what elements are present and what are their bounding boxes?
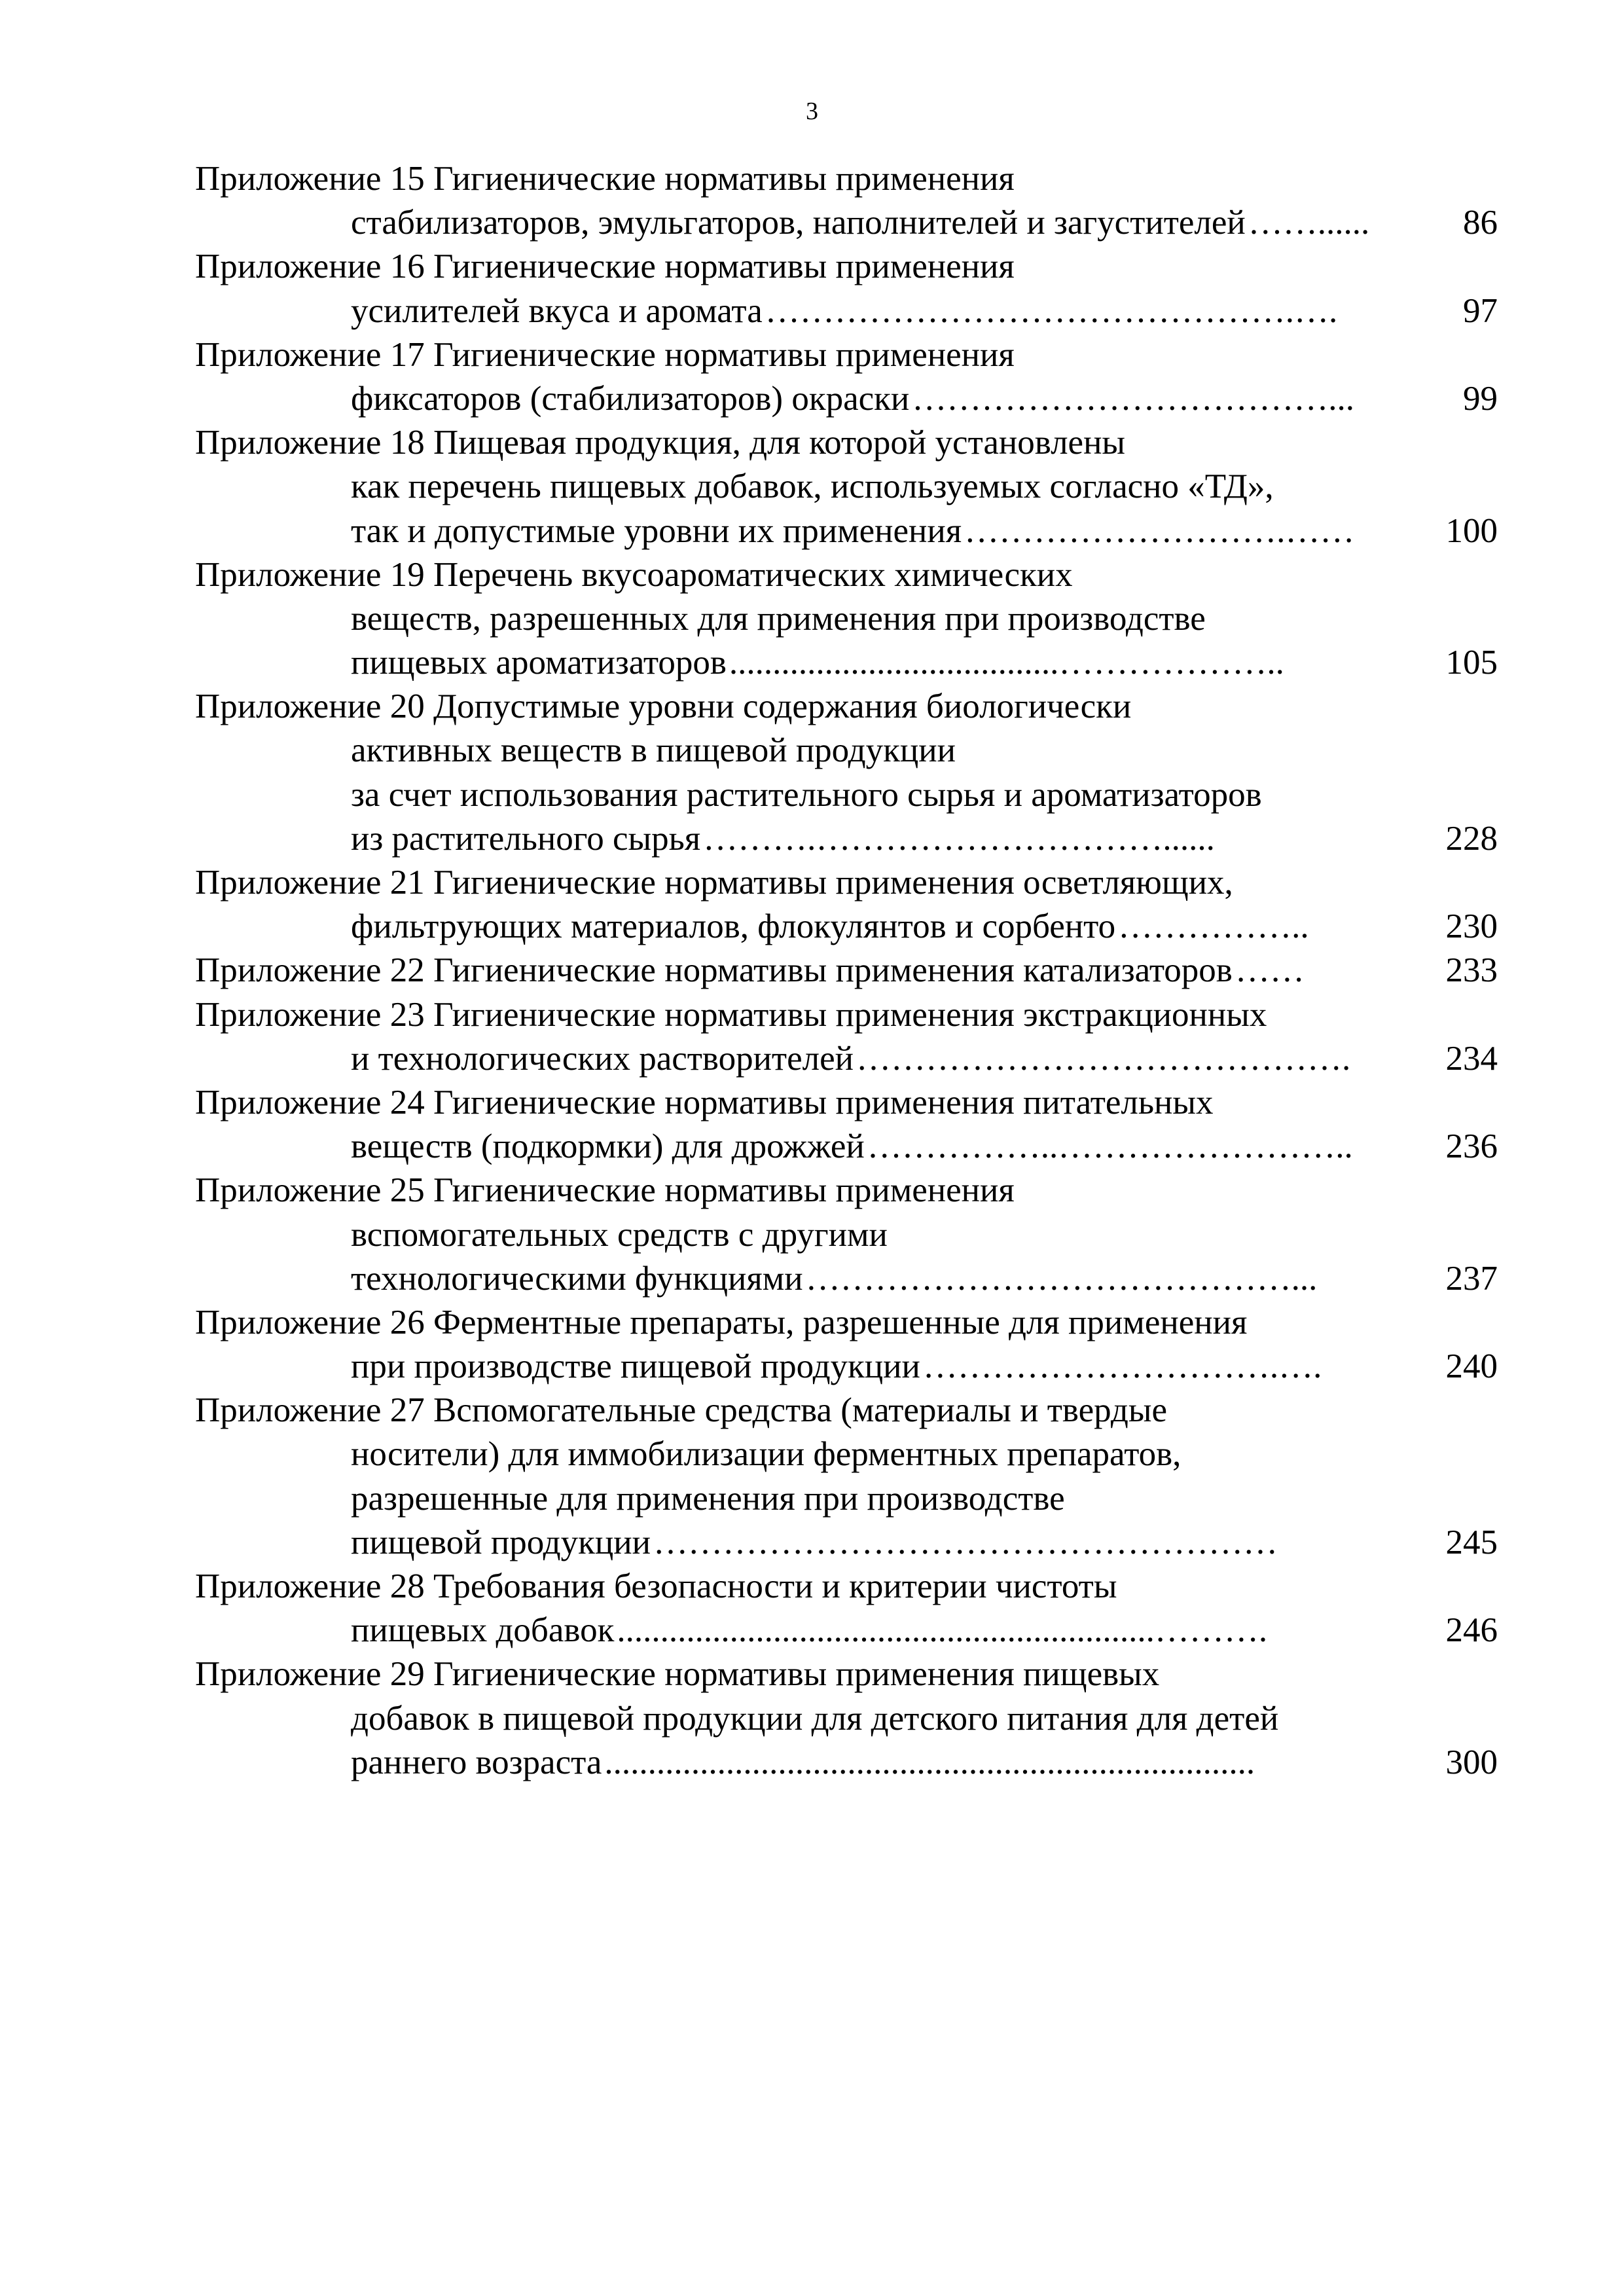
toc-entry-continuation-line <box>195 377 1498 421</box>
toc-entry-continuation-line <box>195 1609 1498 1652</box>
toc-entry-continuation-line <box>195 1521 1498 1565</box>
toc-page-number: 246 <box>1445 1611 1498 1650</box>
toc-entry-title-line <box>195 1652 1498 1696</box>
toc-page-number: 230 <box>1445 907 1498 946</box>
toc-entry-continuation-line <box>195 817 1498 861</box>
toc-entry-continuation-line <box>195 1257 1498 1301</box>
toc-entry-text: Приложение 21 Гигиенические нормативы применения осветляющих, <box>195 864 1233 902</box>
toc-entry-text: при производстве пищевой продукции <box>351 1347 920 1386</box>
toc-entry-title-line <box>195 685 1498 729</box>
toc-entry-title-line <box>195 1565 1498 1609</box>
toc-entry-continuation-line <box>195 1432 1498 1476</box>
toc-entry-text: Приложение 28 Требования безопасности и критерии чистоты <box>195 1567 1117 1605</box>
toc-entry-continuation-line <box>195 201 1498 245</box>
toc-entry-text: Приложение 19 Перечень вкусоароматических химических <box>195 555 1073 594</box>
toc-page-number: 233 <box>1445 951 1498 990</box>
toc-entry-title-line <box>195 245 1498 289</box>
toc-entry-text: вспомогательных средств с другими <box>351 1215 888 1254</box>
toc-page-number: 228 <box>1445 819 1498 858</box>
toc-entry-text: фиксаторов (стабилизаторов) окраски <box>351 379 910 418</box>
toc-dot-leader: ......................................……………….. <box>729 644 1284 682</box>
toc-entry-title-line <box>195 157 1498 201</box>
toc-entry-text: Приложение 15 Гигиенические нормативы применения <box>195 160 1015 198</box>
toc-entry-title-line <box>195 1169 1498 1212</box>
toc-entry-text: как перечень пищевых добавок, используемых согласно «ТД», <box>351 467 1274 506</box>
toc-entry-text: добавок в пищевой продукции для детского питания для детей <box>351 1699 1279 1738</box>
toc-entry-text: Приложение 27 Вспомогательные средства (материалы и твердые <box>195 1391 1168 1430</box>
toc-entry-title-line <box>195 861 1498 905</box>
toc-entry-text: раннего возраста <box>351 1743 602 1781</box>
toc-entry-continuation-line <box>195 1213 1498 1257</box>
toc-page-number: 300 <box>1445 1743 1498 1781</box>
toc-entry-text: усилителей вкуса и аромата <box>351 291 763 330</box>
toc-entry-title-line <box>195 949 1498 993</box>
toc-dot-leader: ……………………………………………… <box>653 1523 1278 1561</box>
toc-dot-leader: ........................................................................... <box>604 1743 1255 1781</box>
toc-dot-leader: ………………………….…. <box>922 1347 1322 1386</box>
toc-page-number: 100 <box>1445 511 1498 550</box>
toc-entry-continuation-line <box>195 905 1498 949</box>
toc-entry <box>195 993 1498 1081</box>
toc-dot-leader: …………….. <box>1118 907 1309 946</box>
toc-entry <box>195 949 1498 993</box>
toc-entry-title-line <box>195 993 1498 1037</box>
toc-dot-leader: …… <box>1235 951 1305 990</box>
toc-entry-text: пищевых добавок <box>351 1611 615 1650</box>
toc-dot-leader: ..............................................................………. <box>617 1611 1268 1650</box>
toc-entry-title-line <box>195 333 1498 377</box>
toc-entry <box>195 861 1498 949</box>
toc-entry <box>195 333 1498 421</box>
toc-entry <box>195 685 1498 861</box>
toc-dot-leader: ……………………….…… <box>964 511 1355 550</box>
toc-dot-leader: ……………………………………….…. <box>765 291 1338 330</box>
toc-entry-text: Приложение 16 Гигиенические нормативы применения <box>195 247 1015 286</box>
toc-entry-continuation-line <box>195 773 1498 817</box>
toc-entry <box>195 421 1498 553</box>
toc-entry <box>195 1301 1498 1389</box>
toc-entry-text: Приложение 25 Гигиенические нормативы применения <box>195 1171 1015 1210</box>
toc-entry-continuation-line <box>195 465 1498 509</box>
toc-entry-text: фильтрующих материалов, флокулянтов и сорбенто <box>351 907 1116 946</box>
toc-page-number: 236 <box>1445 1127 1498 1166</box>
toc-entry-continuation-line <box>195 597 1498 641</box>
toc-entry-text: активных веществ в пищевой продукции <box>351 731 956 770</box>
toc-page-number: 97 <box>1463 291 1498 330</box>
toc-entry <box>195 553 1498 685</box>
toc-page-number: 237 <box>1445 1259 1498 1298</box>
toc-entry-continuation-line <box>195 509 1498 553</box>
toc-entry-text: стабилизаторов, эмульгаторов, наполнителей и загустителей <box>351 204 1246 242</box>
toc-entry-continuation-line <box>195 1345 1498 1389</box>
toc-entry-text: веществ, разрешенных для применения при производстве <box>351 599 1206 638</box>
toc-entry-continuation-line <box>195 729 1498 773</box>
toc-entry <box>195 245 1498 333</box>
toc-entry-title-line <box>195 553 1498 597</box>
toc-entry <box>195 1081 1498 1169</box>
toc-entry-continuation-line <box>195 641 1498 685</box>
toc-dot-leader: ……………………………………... <box>805 1259 1318 1298</box>
toc-entry-text: пищевых ароматизаторов <box>351 644 727 682</box>
toc-entry-text: веществ (подкормки) для дрожжей <box>351 1127 865 1166</box>
toc-dot-leader: ……………………………………. <box>856 1039 1351 1078</box>
page-number: 3 <box>806 98 818 125</box>
toc-page-number: 86 <box>1463 204 1498 242</box>
toc-entry <box>195 1652 1498 1785</box>
toc-entry-continuation-line <box>195 1741 1498 1785</box>
toc-entry-text: из растительного сырья <box>351 819 701 858</box>
toc-page-number: 99 <box>1463 379 1498 418</box>
table-of-contents <box>195 157 1498 1785</box>
toc-dot-leader: ……….…………………………...... <box>703 819 1215 858</box>
toc-entry-text: Приложение 18 Пищевая продукция, для которой установлены <box>195 424 1126 462</box>
toc-page-number: 245 <box>1445 1523 1498 1561</box>
toc-entry-title-line <box>195 1301 1498 1345</box>
toc-entry-title-line <box>195 421 1498 465</box>
toc-page-number: 240 <box>1445 1347 1498 1386</box>
toc-entry-text: и технологических растворителей <box>351 1039 854 1078</box>
toc-entry-text: Приложение 29 Гигиенические нормативы применения пищевых <box>195 1655 1160 1694</box>
toc-entry <box>195 1389 1498 1565</box>
toc-entry-text: пищевой продукции <box>351 1523 651 1561</box>
toc-entry-continuation-line <box>195 1125 1498 1169</box>
toc-entry-text: так и допустимые уровни их применения <box>351 511 962 550</box>
toc-entry-title-line <box>195 1081 1498 1125</box>
toc-page-number: 234 <box>1445 1039 1498 1078</box>
toc-page-number: 105 <box>1445 644 1498 682</box>
toc-entry-text: Приложение 22 Гигиенические нормативы применения катализаторов <box>195 951 1233 990</box>
toc-entry-continuation-line <box>195 1037 1498 1081</box>
toc-entry-text: Приложение 17 Гигиенические нормативы применения <box>195 335 1015 374</box>
toc-entry-continuation-line <box>195 1477 1498 1521</box>
toc-entry-text: Приложение 23 Гигиенические нормативы применения экстракционных <box>195 995 1267 1034</box>
toc-entry-text: разрешенные для применения при производстве <box>351 1479 1065 1518</box>
toc-entry <box>195 1565 1498 1652</box>
toc-entry-title-line <box>195 1389 1498 1432</box>
toc-dot-leader: ………………………………... <box>912 379 1354 418</box>
toc-entry-text: Приложение 24 Гигиенические нормативы применения питательных <box>195 1083 1214 1121</box>
toc-entry-text: за счет использования растительного сырья и ароматизаторов <box>351 775 1262 814</box>
toc-entry-text: носители) для иммобилизации ферментных препаратов, <box>351 1435 1182 1474</box>
toc-entry-continuation-line <box>195 289 1498 333</box>
toc-entry-continuation-line <box>195 1697 1498 1741</box>
toc-entry-text: Приложение 20 Допустимые уровни содержания биологически <box>195 687 1132 726</box>
toc-entry <box>195 157 1498 245</box>
toc-entry-text: Приложение 26 Ферментные препараты, разрешенные для применения <box>195 1303 1248 1341</box>
toc-dot-leader: ……...... <box>1248 204 1370 242</box>
toc-entry <box>195 1169 1498 1301</box>
toc-entry-text: технологическими функциями <box>351 1259 803 1298</box>
toc-dot-leader: ……………..…………………….. <box>867 1127 1353 1166</box>
